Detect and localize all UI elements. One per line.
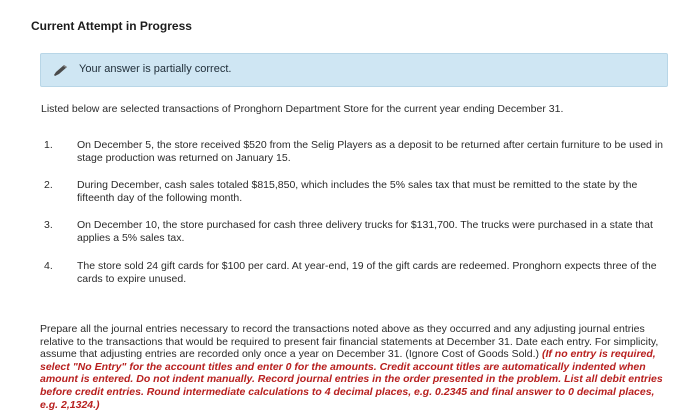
attempt-title: Current Attempt in Progress xyxy=(31,19,192,33)
instructions xyxy=(40,323,665,411)
pencil-icon xyxy=(53,64,69,77)
transaction-number: 3. xyxy=(44,219,53,231)
problem-intro: Listed below are selected transactions of Pronghorn Department Store for the current year ending December 31. xyxy=(41,103,564,115)
transaction-number: 1. xyxy=(44,139,53,151)
transaction-number: 4. xyxy=(44,260,53,272)
transaction-number: 2. xyxy=(44,179,53,191)
instructions-emphasis: (If no entry is required, select "No Entry" for the account titles and enter 0 for the amounts. Credit account titles are automatically indented when amount is entered. Do not indent manually. Record journal entries in the order presented in the problem. List all debit entries before credit entries. Round intermediate calculations to 4 decimal places, e.g. 0.2345 and final answer to 0 decimal places, e.g. 2,1324.) xyxy=(40,348,663,411)
transaction-text: On December 10, the store purchased for cash three delivery trucks for $131,700. The trucks were purchased in a state that applies a 5% sales tax. xyxy=(77,219,653,244)
partial-correct-banner xyxy=(40,53,668,87)
transaction-text: During December, cash sales totaled $815,850, which includes the 5% sales tax that must be remitted to the state by the fifteenth day of the following month. xyxy=(77,179,638,204)
instructions-main: Prepare all the journal entries necessary to record the transactions noted above as they occurred and any adjusting journal entries relative to the transactions that would be required to present fair financial statements at December 31. Date each entry. For simplicity, assume that adjusting entries are recorded only once a year on December 31. (Ignore Cost of Goods Sold.) xyxy=(40,323,659,361)
transaction-text: The store sold 24 gift cards for $100 per card. At year-end, 19 of the gift cards are redeemed. Pronghorn expects three of the cards to expire unused. xyxy=(77,260,657,285)
banner-message: Your answer is partially correct. xyxy=(79,63,232,75)
transaction-text: On December 5, the store received $520 from the Selig Players as a deposit to be returned after certain furniture to be used in stage production was returned on January 15. xyxy=(77,139,663,164)
